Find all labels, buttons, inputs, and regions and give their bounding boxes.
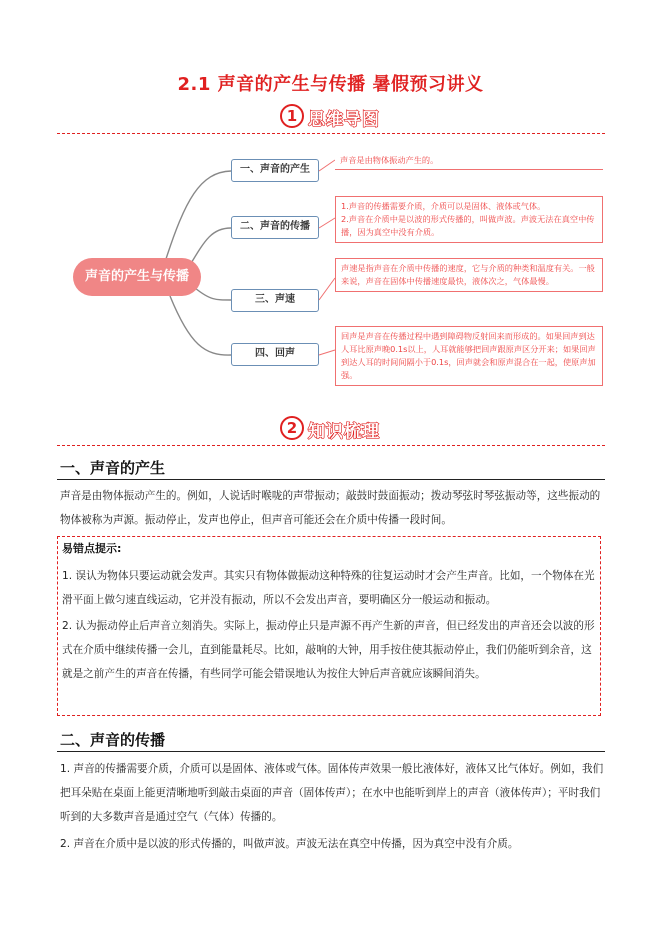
body-paragraph: 声音是由物体振动产生的。例如，人说话时喉咙的声带振动；敲鼓时鼓面振动；拨动琴弦时琴弦振动等，这些振动的物体被称为声源。振动停止，发声也停止，但声音可能还会在介质中传播一段时间。 [60,490,601,526]
mindmap-branch: 一、声音的产生 [231,159,319,182]
note-text: 声速是指声音在介质中传播的速度，它与介质的种类和温度有关。一般来说，声音在固体中传播速度最快，液体次之，气体最慢。 [341,263,595,286]
note-text: 2.声音在介质中是以波的形式传播的，叫做声波。声波无法在真空中传播，因为真空中没有介质。 [341,214,595,237]
mindmap-note [335,196,603,243]
connector-line [170,296,231,355]
heading-underline [57,751,605,752]
connector-line [165,171,231,262]
dashed-divider [57,445,605,446]
mindmap-branch: 三、声速 [231,289,319,312]
tip-item: 1. 误认为物体只要运动就会发声。其实只有物体做振动这种特殊的往复运动时才会产生声音。比如，一个物体在光滑平面上做匀速直线运动，它并没有振动，所以不会发出声音，要明确区分一般运动和振动。 [62,570,595,606]
mindmap-note [335,152,603,170]
body-paragraph: 2. 声音在介质中是以波的形式传播的，叫做声波。声波无法在真空中传播，因为真空中没有介质。 [60,838,519,850]
heading-underline [57,479,605,480]
section-label: 知识梳理 [308,422,380,442]
section-badge-knowledge [280,416,388,442]
note-link [319,278,335,300]
connector-line [195,288,231,300]
note-text: 1.声音的传播需要介质，介质可以是固体、液体或气体。 [341,201,546,211]
mindmap-note [335,326,603,386]
tip-item: 2. 认为振动停止后声音立刻消失。实际上，振动停止只是声源不再产生新的声音，但已经发出的声音还会以波的形式在介质中继续传播一会儿，直到能量耗尽。比如，敲响的大钟，用手按住使其振动停止，我们仍能听到余音，这就是之前产生的声音在传播，有些同学可能会错误地认为按住大钟后声音就应该瞬间消失。 [62,620,595,680]
mindmap-branch: 四、回声 [231,343,319,366]
section-label: 思维导图 [308,110,380,130]
note-link [319,350,335,355]
connector-line [190,228,231,265]
note-link [319,160,335,171]
note-text: 声音是由物体振动产生的。 [340,155,439,165]
mindmap-center: 声音的产生与传播 [73,258,201,296]
tip-title: 易错点提示: [62,542,122,555]
mindmap-branch: 二、声音的传播 [231,216,319,239]
mindmap-note [335,258,603,292]
section-heading: 一、声音的产生 [60,459,166,477]
section-number: 1 [280,104,304,128]
page-title: 2.1 声音的产生与传播 暑假预习讲义 [177,74,484,95]
section-heading: 二、声音的传播 [60,731,166,749]
note-text: 回声是声音在传播过程中遇到障碍物反射回来而形成的。如果回声到达人耳比原声晚0.1s以上，人耳就能够把回声跟原声区分开来；如果回声到达人耳的时间间隔小于0.1s，回声就会和原声混合在一起，使原声加强。 [341,331,596,380]
section-number: 2 [280,416,304,440]
body-paragraph: 1. 声音的传播需要介质，介质可以是固体、液体或气体。固体传声效果一般比液体好，液体又比气体好。例如，我们把耳朵贴在桌面上能更清晰地听到敲击桌面的声音（固体传声）；在水中也能听到岸上的声音（液体传声）；平时我们听到的大多数声音是通过空气（气体）传播的。 [60,763,604,823]
note-link [319,218,335,228]
